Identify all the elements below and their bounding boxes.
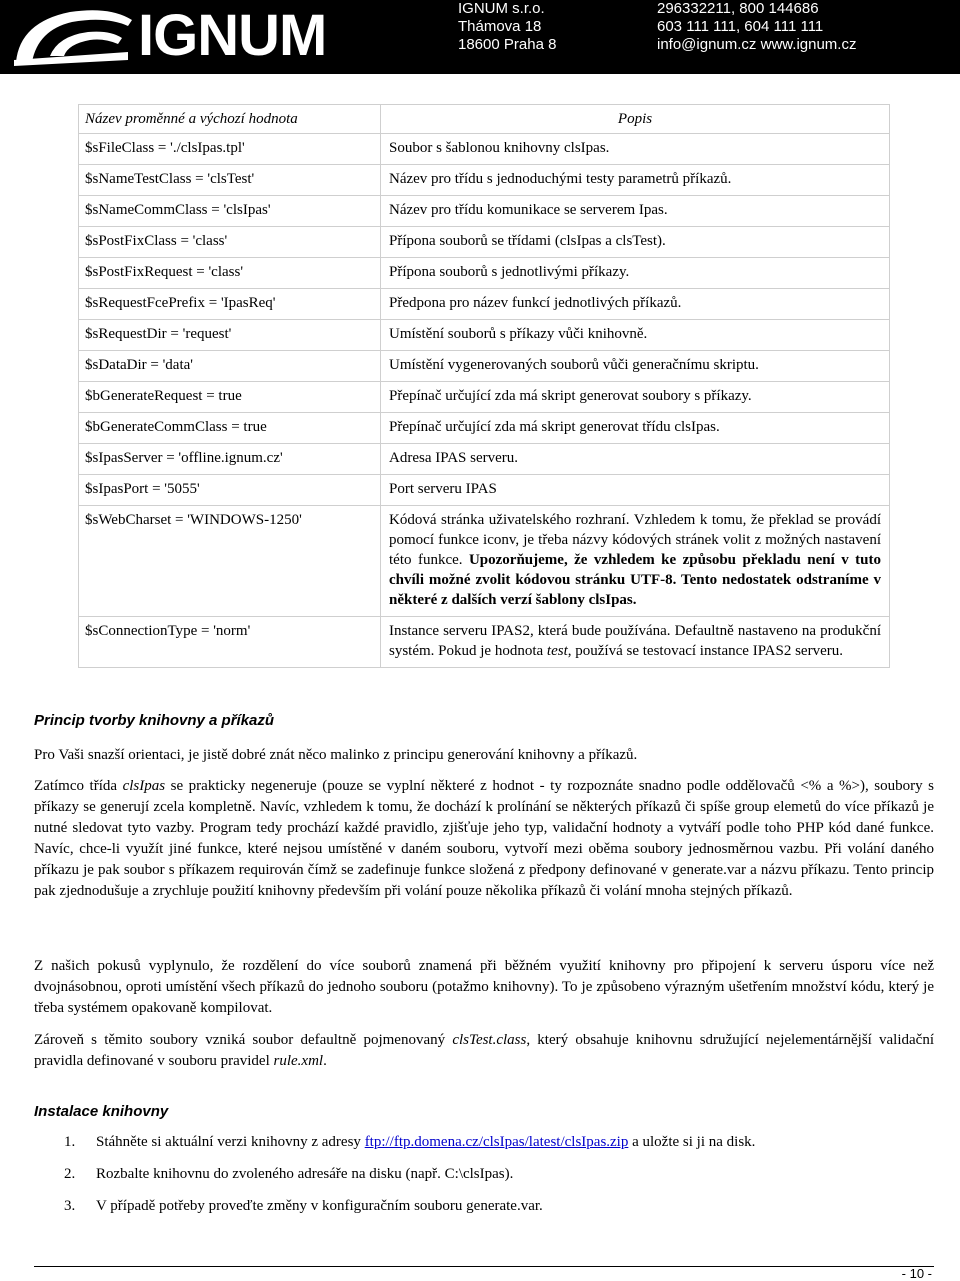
- variable-name: $bGenerateCommClass = true: [79, 413, 381, 444]
- list-item: [34, 1132, 934, 1164]
- variable-name: $sIpasPort = '5055': [79, 475, 381, 506]
- install-steps: [34, 1132, 934, 1228]
- variable-name: $sConnectionType = 'norm': [79, 617, 381, 668]
- p4-clstest: clsTest.class: [452, 1032, 527, 1048]
- web-link[interactable]: www.ignum.cz: [760, 36, 857, 53]
- table-row: [79, 320, 890, 351]
- email-link[interactable]: info@ignum.cz: [657, 36, 757, 53]
- p2-clsipas: clsIpas: [122, 778, 166, 794]
- step-number: 1.: [64, 1134, 76, 1150]
- variable-description: Název pro třídu s jednoduchými testy parametrů příkazů.: [381, 165, 890, 196]
- variable-description: Přípona souborů s jednotlivými příkazy.: [381, 258, 890, 289]
- table-row: [79, 413, 890, 444]
- step-text: V případě potřeby proveďte změny v konfiguračním souboru generate.var.: [96, 1198, 543, 1214]
- p4-rulexml: rule.xml: [273, 1053, 324, 1069]
- section-heading-principle: Princip tvorby knihovny a příkazů: [34, 712, 275, 729]
- footer-rule: [34, 1266, 934, 1267]
- step-number: 2.: [64, 1166, 76, 1182]
- variable-description: Umístění vygenerovaných souborů vůči generačnímu skriptu.: [381, 351, 890, 382]
- variables-table: [78, 104, 890, 668]
- variable-name: $sRequestDir = 'request': [79, 320, 381, 351]
- list-item: [34, 1164, 934, 1196]
- logo-swoosh-icon: [10, 4, 135, 66]
- variable-name: $sIpasServer = 'offline.ignum.cz': [79, 444, 381, 475]
- table-row: [79, 506, 890, 617]
- company-city: 18600 Praha 8: [458, 36, 557, 53]
- variable-description: Port serveru IPAS: [381, 475, 890, 506]
- company-street: Thámova 18: [458, 18, 542, 35]
- page-number: - 10 -: [901, 1266, 932, 1281]
- table-row: [79, 196, 890, 227]
- page-header: [0, 0, 960, 74]
- variable-name: $sRequestFcePrefix = 'IpasReq': [79, 289, 381, 320]
- column-header-name: Název proměnné a výchozí hodnota: [79, 105, 381, 134]
- step-text: Rozbalte knihovnu do zvoleného adresáře na disku (např. C:\clsIpas).: [96, 1166, 514, 1182]
- variable-description: [381, 506, 890, 617]
- variable-description: Název pro třídu komunikace se serverem Ipas.: [381, 196, 890, 227]
- variable-description: Soubor s šablonou knihovny clsIpas.: [381, 134, 890, 165]
- download-link[interactable]: ftp://ftp.domena.cz/clsIpas/latest/clsIpas.zip: [364, 1134, 629, 1150]
- company-name: IGNUM s.r.o.: [458, 0, 545, 17]
- paragraph-clstest: [34, 1030, 934, 1072]
- contact-links: [657, 36, 856, 54]
- variable-name: $sPostFixRequest = 'class': [79, 258, 381, 289]
- variable-name: $sDataDir = 'data': [79, 351, 381, 382]
- variable-name: $sFileClass = './clsIpas.tpl': [79, 134, 381, 165]
- table-row: [79, 227, 890, 258]
- company-address: [458, 0, 556, 54]
- p4-text-a: Zároveň s těmito soubory vzniká soubor defaultně pojmenovaný: [34, 1032, 453, 1048]
- variable-description: Adresa IPAS serveru.: [381, 444, 890, 475]
- charset-warning: Upozorňujeme, že vzhledem ke způsobu překladu není v tuto chvíli možné zvolit kódovou stránku UTF-8. Tento nedostatek odstraníme v některé z dalších verzí šablony clsIpas.: [389, 552, 881, 608]
- phones-line-1: 296332211, 800 144686: [657, 0, 819, 17]
- variable-description: Umístění souborů s příkazy vůči knihovně.: [381, 320, 890, 351]
- variable-name: $sNameCommClass = 'clsIpas': [79, 196, 381, 227]
- variable-description: Přepínač určující zda má skript generovat soubory s příkazy.: [381, 382, 890, 413]
- step-number: 3.: [64, 1198, 76, 1214]
- table-row: [79, 382, 890, 413]
- column-header-description: Popis: [381, 105, 890, 134]
- ignum-logo: [10, 3, 327, 68]
- table-row: [79, 617, 890, 668]
- phones-line-2: 603 111 111, 604 111 111: [657, 18, 824, 35]
- variable-name: $sWebCharset = 'WINDOWS-1250': [79, 506, 381, 617]
- p4-text-b: , který obsahuje knihovnu sdružující nejelementárnější validační pravidla definované v souboru pravidel: [34, 1032, 934, 1069]
- paragraph-orientation: Pro Vaši snazší orientaci, je jistě dobré znát něco malinko z principu generování knihovny a příkazů.: [34, 747, 638, 763]
- p2-text-b: se prakticky negeneruje (pouze se vyplní některé z hodnot - ty rozpoznáte snadno podle oddělovačů <% a %>), soubory s příkazy se generují zcela kompletně. Navíc, vzhledem k tomu, že dochází k prolínání se některých příkazů či spíše group elemetů do více příkazů je nutné sledovat tyto vazby. Program tedy prochází každé pravidlo, zjišťuje jeho typ, validační hodnoty a vytváří podle toho PHP kód dané funkce. Navíc, chce-li využít jiné funkce, které nejsou umístěné v daném souboru, vytvoří mezi oběma soubory jednosměrnou vazbu. Při volání daného příkazu je pak soubor s příkazem requirován čímž se zadefinuje funkce složená z předpony definované v generate.var a názvu příkazu. Tento princip pak zjednodušuje a zrychluje použití knihovny především při volání pouze několika příkazů či volání mnoha stejných příkazů.: [34, 778, 935, 899]
- brand-name: IGNUM: [138, 3, 327, 68]
- conn-desc-a: Instance serveru IPAS2, která bude používána. Defaultně nastaveno na produkční systém. Pokud je hodnota: [389, 623, 881, 659]
- list-item: [34, 1196, 934, 1228]
- variable-description: Přepínač určující zda má skript generovat třídu clsIpas.: [381, 413, 890, 444]
- variable-name: $sPostFixClass = 'class': [79, 227, 381, 258]
- variable-description: [381, 617, 890, 668]
- step-text-b: a uložte si ji na disk.: [628, 1134, 756, 1150]
- variable-description: Předpona pro název funkcí jednotlivých příkazů.: [381, 289, 890, 320]
- variable-name: $sNameTestClass = 'clsTest': [79, 165, 381, 196]
- step-text: [96, 1132, 755, 1152]
- variable-description: Přípona souborů se třídami (clsIpas a clsTest).: [381, 227, 890, 258]
- variable-name: $bGenerateRequest = true: [79, 382, 381, 413]
- paragraph-savings: Z našich pokusů vyplynulo, že rozdělení do více souborů znamená při běžném využití knihovny pro připojení k serveru úsporu více než dvojnásobnou, oproti umístění všech příkazů do jednoho souboru (potažmo knihovny). To je způsobeno výrazným ušetřením množství kódu, který je třeba systémem opakovaně kompilovat.: [34, 958, 934, 1016]
- table-row: [79, 475, 890, 506]
- charset-desc-text: Kódová stránka uživatelského rozhraní. Vzhledem k tomu, že překlad se provádí pomocí funkce iconv, je třeba názvy kódových stránek volit z možných nastavení této funkce.: [389, 512, 881, 568]
- section-heading-install: Instalace knihovny: [34, 1103, 169, 1120]
- table-row: [79, 165, 890, 196]
- p2-text-a: Zatímco třída: [34, 778, 123, 794]
- conn-desc-test: test: [546, 643, 568, 659]
- table-row: [79, 351, 890, 382]
- table-row: [79, 444, 890, 475]
- table-row: [79, 258, 890, 289]
- company-contacts: [657, 0, 856, 54]
- conn-desc-b: , používá se testovací instance IPAS2 serveru.: [567, 643, 843, 659]
- paragraph-generation: [34, 776, 934, 902]
- p4-text-c: .: [323, 1053, 327, 1069]
- table-row: [79, 134, 890, 165]
- table-row: [79, 289, 890, 320]
- step-text-a: Stáhněte si aktuální verzi knihovny z adresy: [96, 1134, 365, 1150]
